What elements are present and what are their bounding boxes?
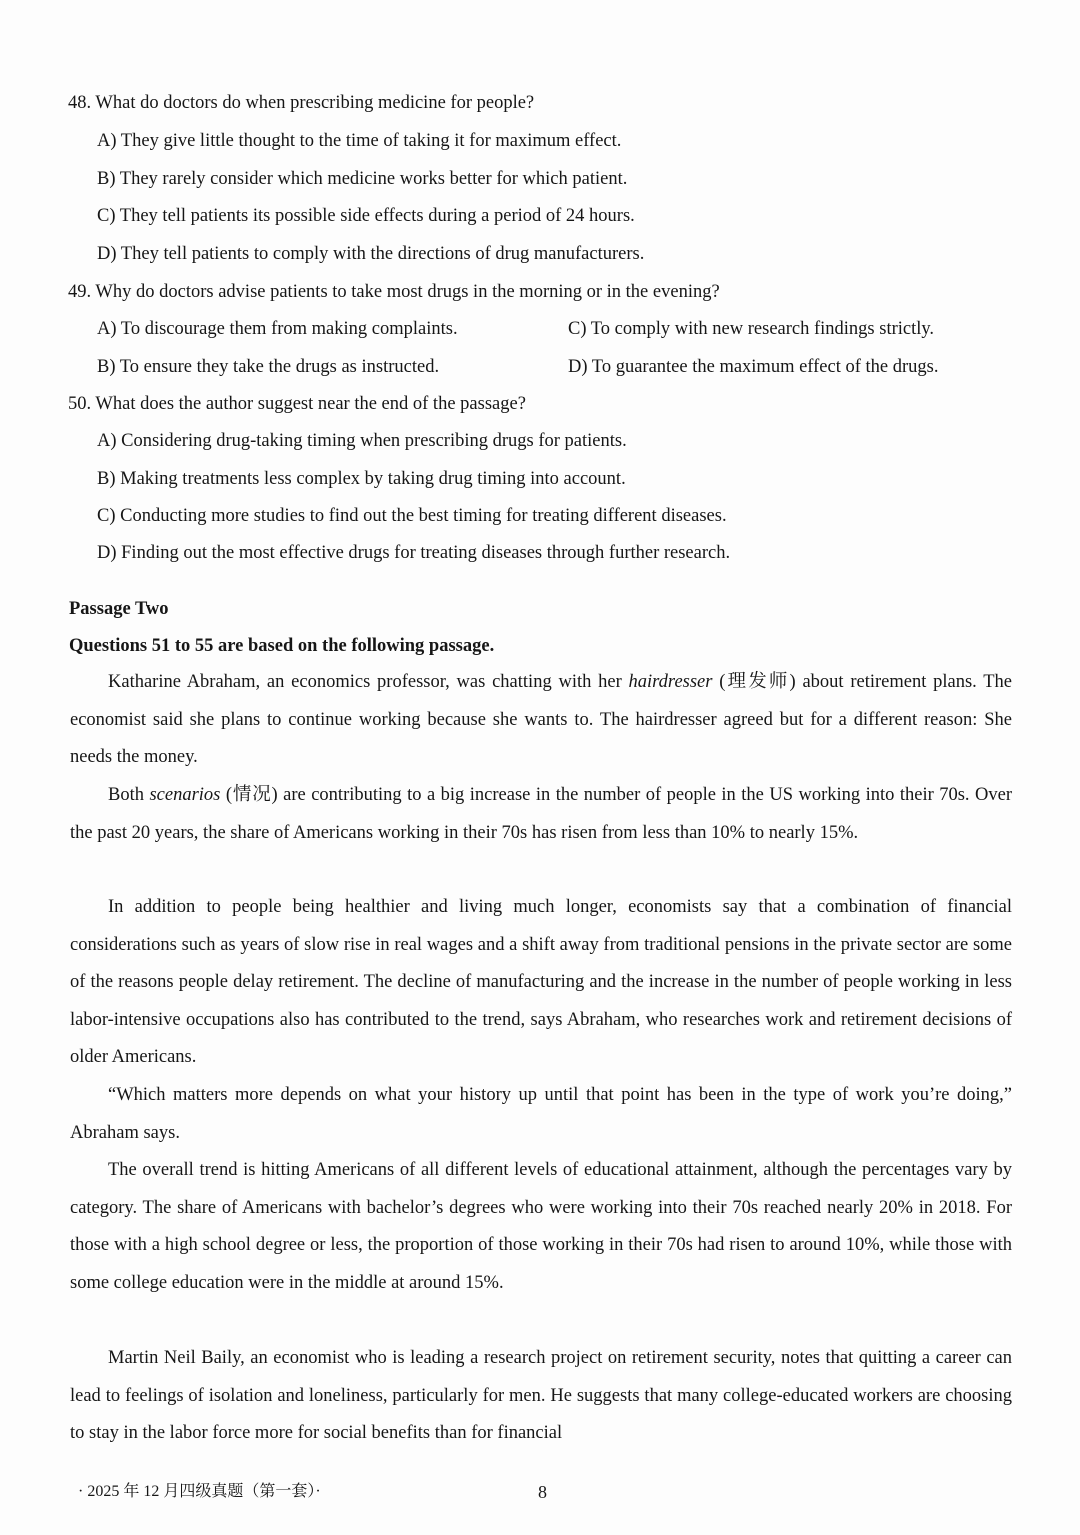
footer-exam-label: · 2025 年 12 月四级真题（第一套）·	[78, 1483, 321, 1500]
question-50-option-b: B) Making treatments less complex by taking drug timing into account.	[97, 469, 626, 489]
question-49-stem: 49. Why do doctors advise patients to take most drugs in the morning or in the evening?	[68, 282, 720, 302]
passage-paragraph-3: In addition to people being healthier and living much longer, economists say that a combination of financial considerations such as years of slow rise in real wages and a shift away from traditional pensions in the private sector are some of the reasons people delay retirement. The decline of manufacturing and the increase in the number of people working in less labor-intensive occupations also has contributed to the trend, says Abraham, who researches work and retirement decisions of older Americans.	[70, 897, 1012, 1068]
question-49-option-d: D) To guarantee the maximum effect of the drugs.	[568, 357, 939, 377]
question-49-option-b: B) To ensure they take the drugs as instructed.	[97, 357, 440, 377]
question-50-option-c: C) Conducting more studies to find out the best timing for treating different diseases.	[97, 506, 727, 526]
question-49-option-c: C) To comply with new research findings strictly.	[568, 319, 935, 339]
gloss-hairdresser: (理发师)	[712, 672, 796, 692]
passage-paragraph-4: “Which matters more depends on what your history up until that point has been in the type of work you’re doing,” Abraham says.	[70, 1085, 1012, 1143]
question-48-option-d: D) They tell patients to comply with the directions of drug manufacturers.	[97, 244, 645, 264]
passage-paragraph-2: Both scenarios (情况) are contributing to a big increase in the number of people in the US working into their 70s. Over the past 20 years, the share of Americans working in their 70s has risen from less than 10% to nearly 15%.	[70, 785, 1012, 843]
question-48-stem: 48. What do doctors do when prescribing medicine for people?	[68, 93, 535, 113]
question-48-option-b: B) They rarely consider which medicine works better for which patient.	[97, 169, 628, 189]
question-48-option-c: C) They tell patients its possible side effects during a period of 24 hours.	[97, 206, 635, 226]
glossed-term-scenarios: scenarios	[149, 785, 221, 805]
question-50-option-d: D) Finding out the most effective drugs for treating diseases through further research.	[97, 543, 731, 563]
passage-heading: Passage Two	[69, 599, 169, 619]
passage-instruction: Questions 51 to 55 are based on the following passage.	[69, 636, 495, 656]
gloss-scenarios: (情况)	[220, 785, 278, 805]
question-50-stem: 50. What does the author suggest near the end of the passage?	[68, 394, 526, 414]
question-49-option-a: A) To discourage them from making complaints.	[97, 319, 458, 339]
passage-paragraph-1: Katharine Abraham, an economics professor, was chatting with her hairdresser (理发师) about retirement plans. The economist said she plans to continue working because she wants to. The hairdresser agreed but for a different reason: She needs the money.	[70, 672, 1012, 768]
question-48-option-a: A) They give little thought to the time of taking it for maximum effect.	[97, 131, 622, 151]
passage-paragraph-5: The overall trend is hitting Americans of all different levels of educational attainment, although the percentages vary by category. The share of Americans with bachelor’s degrees who were working into their 70s reached nearly 20% in 2018. For those with a high school degree or less, the proportion of those working in their 70s had risen to around 10%, while those with some college education were in the middle at around 15%.	[70, 1160, 1012, 1293]
question-50-option-a: A) Considering drug-taking timing when prescribing drugs for patients.	[97, 431, 627, 451]
glossed-term-hairdresser: hairdresser	[628, 672, 713, 692]
passage-paragraph-6: Martin Neil Baily, an economist who is leading a research project on retirement security, notes that quitting a career can lead to feelings of isolation and loneliness, particularly for men. He suggests that many college-educated workers are choosing to stay in the labor force more for social benefits than for financial	[70, 1348, 1012, 1444]
page-number: 8	[538, 1482, 547, 1502]
